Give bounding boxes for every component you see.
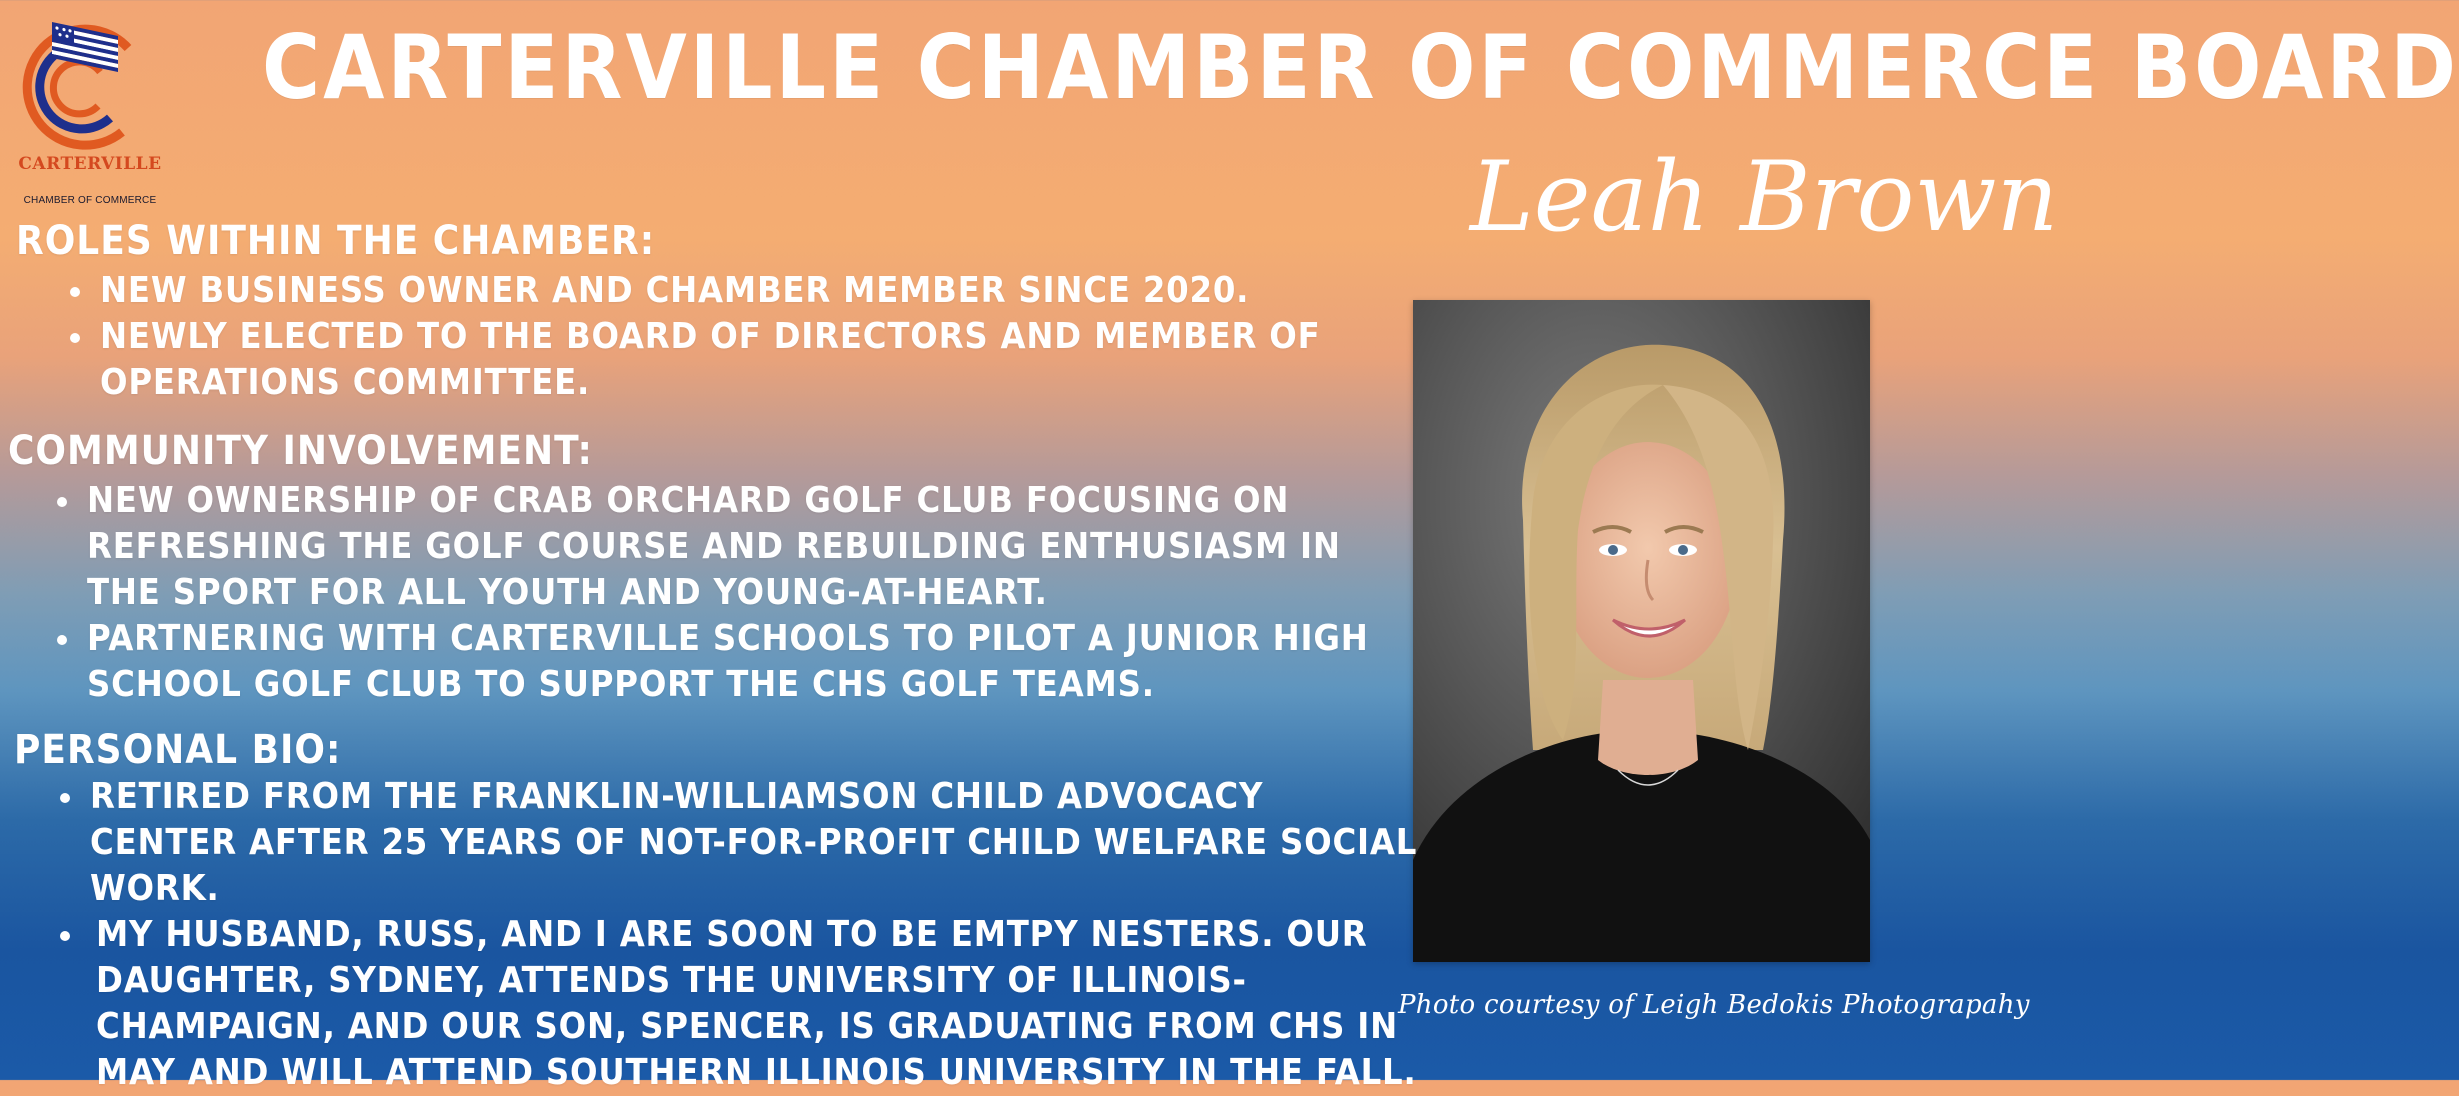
roles-list bbox=[68, 268, 1368, 406]
community-item: NEW OWNERSHIP OF CRAB ORCHARD GOLF CLUB FOCUSING ON REFRESHING THE GOLF COURSE AND REBUILDING ENTHUSIASM IN THE SPORT FOR ALL YOUTH AND YOUNG-AT-HEART. bbox=[55, 478, 1415, 616]
bio-item: MY HUSBAND, RUSS, AND I ARE SOON TO BE EMTPY NESTERS. OUR DAUGHTER, SYDNEY, ATTENDS THE UNIVERSITY OF ILLINOIS-CHAMPAIGN, AND OUR SON, SPENCER, IS GRADUATING FROM CHS IN MAY AND WILL ATTEND SOUTHERN ILLINOIS UNIVERSITY IN THE FALL. bbox=[58, 912, 1426, 1096]
photo-credit: Photo courtesy of Leigh Bedokis Photograpahy bbox=[1398, 990, 2030, 1020]
bio-item: RETIRED FROM THE FRANKLIN-WILLIAMSON CHILD ADVOCACY CENTER AFTER 25 YEARS OF NOT-FOR-PROFIT CHILD WELFARE SOCIAL WORK. bbox=[58, 774, 1418, 912]
page-title: CARTERVILLE CHAMBER OF COMMERCE BOARD bbox=[262, 16, 2459, 119]
roles-heading: ROLES WITHIN THE CHAMBER: bbox=[16, 218, 656, 264]
roles-item: NEW BUSINESS OWNER AND CHAMBER MEMBER SINCE 2020. bbox=[68, 268, 1368, 314]
bio-heading: PERSONAL BIO: bbox=[14, 727, 342, 773]
community-heading: COMMUNITY INVOLVEMENT: bbox=[8, 428, 593, 474]
chamber-logo-mark bbox=[10, 14, 155, 154]
member-name-signature bbox=[1460, 120, 2059, 300]
chamber-logo bbox=[10, 14, 162, 206]
member-photo bbox=[1413, 300, 1870, 962]
bio-list bbox=[58, 774, 1418, 1096]
logo-name: CARTERVILLE bbox=[18, 154, 162, 174]
member-name: Leah Brown bbox=[1470, 141, 2059, 253]
community-list bbox=[55, 478, 1415, 708]
roles-item: NEWLY ELECTED TO THE BOARD OF DIRECTORS AND MEMBER OF OPERATIONS COMMITTEE. bbox=[68, 314, 1370, 406]
community-item: PARTNERING WITH CARTERVILLE SCHOOLS TO PILOT A JUNIOR HIGH SCHOOL GOLF CLUB TO SUPPORT THE CHS GOLF TEAMS. bbox=[55, 616, 1415, 708]
logo-subtitle: CHAMBER OF COMMERCE bbox=[23, 195, 157, 206]
